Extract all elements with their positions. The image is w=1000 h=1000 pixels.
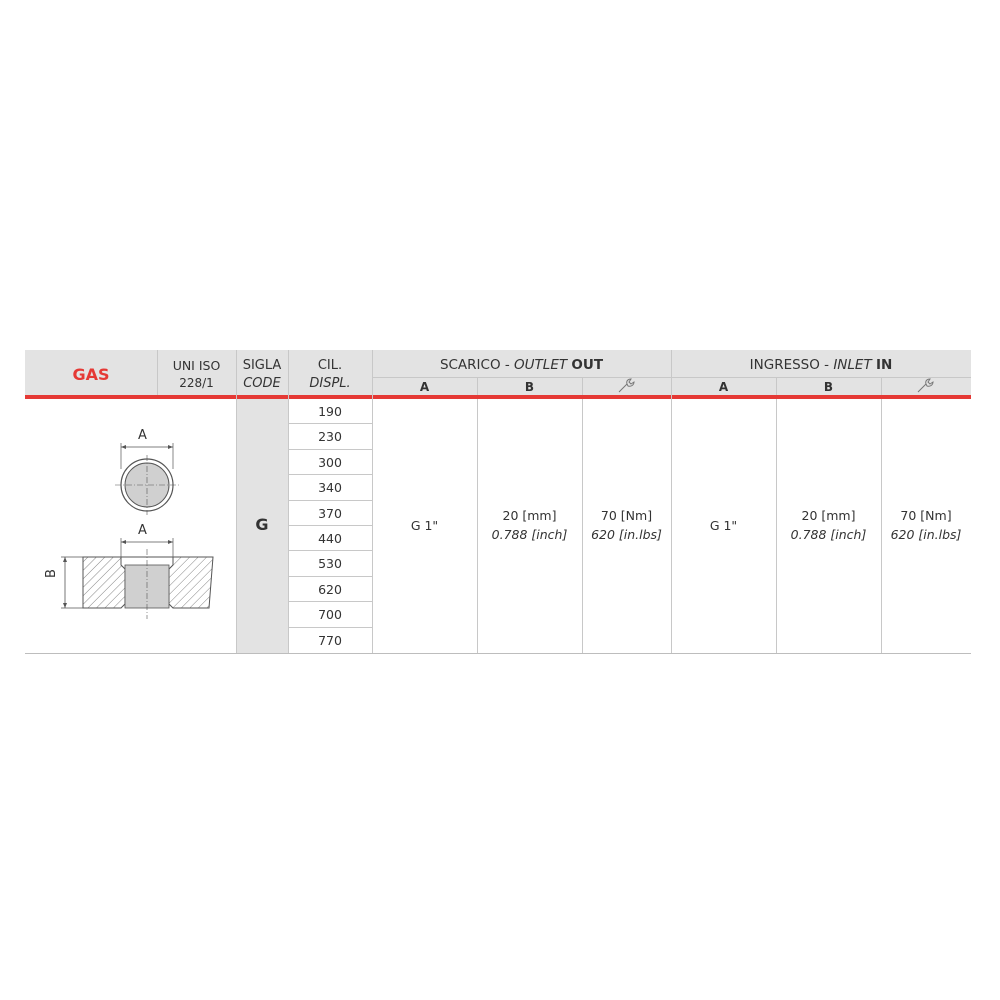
outlet-torque-inlbs: 620 [in.lbs]	[591, 527, 662, 542]
connection-table	[25, 350, 971, 654]
outlet-italic: OUTLET	[514, 357, 568, 373]
inlet-torque-nm: 70 [Nm]	[900, 508, 952, 523]
cil-label: CIL.	[317, 358, 343, 373]
displacement-cell: 700	[288, 602, 372, 627]
displacement-cell: 340	[288, 475, 372, 500]
outlet-a-value: G 1"	[410, 518, 439, 533]
divider	[236, 350, 237, 653]
outlet-torque-nm: 70 [Nm]	[600, 508, 653, 523]
gas-label: GAS	[72, 365, 110, 384]
inlet-prefix: INGRESSO -	[749, 357, 834, 373]
displacement-cell: 370	[288, 501, 372, 526]
uni-iso-label: UNI ISO	[172, 358, 221, 373]
code-label: CODE	[243, 376, 281, 391]
divider	[372, 350, 373, 653]
wrench-icon	[916, 378, 934, 398]
divider	[881, 378, 882, 395]
inlet-bold: IN	[876, 357, 893, 373]
outlet-bold: OUT	[571, 357, 604, 373]
outlet-b-mm: 20 [mm]	[502, 508, 557, 523]
outlet-col-a: A	[419, 380, 430, 394]
divider	[372, 377, 971, 378]
port-diagram	[25, 399, 236, 653]
displacement-cell: 190	[288, 399, 372, 424]
code-value: G	[255, 515, 269, 534]
table-bottom-line	[25, 653, 971, 654]
displacement-cell: 620	[288, 577, 372, 602]
displacement-cell: 770	[318, 632, 342, 648]
displacement-cell: 300	[288, 450, 372, 475]
displacement-cell: 440	[288, 526, 372, 551]
inlet-col-b: B	[823, 380, 834, 394]
outlet-group-title	[372, 357, 671, 373]
inlet-b-inch: 0.788 [inch]	[790, 527, 867, 542]
outlet-prefix: SCARICO -	[439, 357, 515, 373]
sigla-label: SIGLA	[242, 358, 282, 373]
outlet-b-inch: 0.788 [inch]	[491, 527, 568, 542]
displacement-column	[288, 399, 372, 653]
inlet-torque-inlbs: 620 [in.lbs]	[890, 527, 962, 542]
displ-label: DISPL.	[309, 376, 351, 391]
inlet-col-a: A	[718, 380, 729, 394]
divider	[671, 350, 672, 653]
divider	[582, 378, 583, 395]
diagram-label-a: A	[138, 428, 147, 443]
displacement-cell: 230	[288, 424, 372, 449]
diagram-label-b: B	[43, 569, 59, 578]
displacement-cell: 530	[288, 551, 372, 576]
outlet-col-b: B	[524, 380, 535, 394]
inlet-a-value: G 1"	[709, 518, 738, 533]
uni-iso-number: 228/1	[179, 376, 214, 390]
inlet-b-mm: 20 [mm]	[801, 508, 856, 523]
inlet-italic: INLET	[833, 357, 872, 373]
wrench-icon	[617, 378, 635, 398]
inlet-group-title	[671, 357, 971, 373]
diagram-label-a: A	[138, 523, 147, 538]
